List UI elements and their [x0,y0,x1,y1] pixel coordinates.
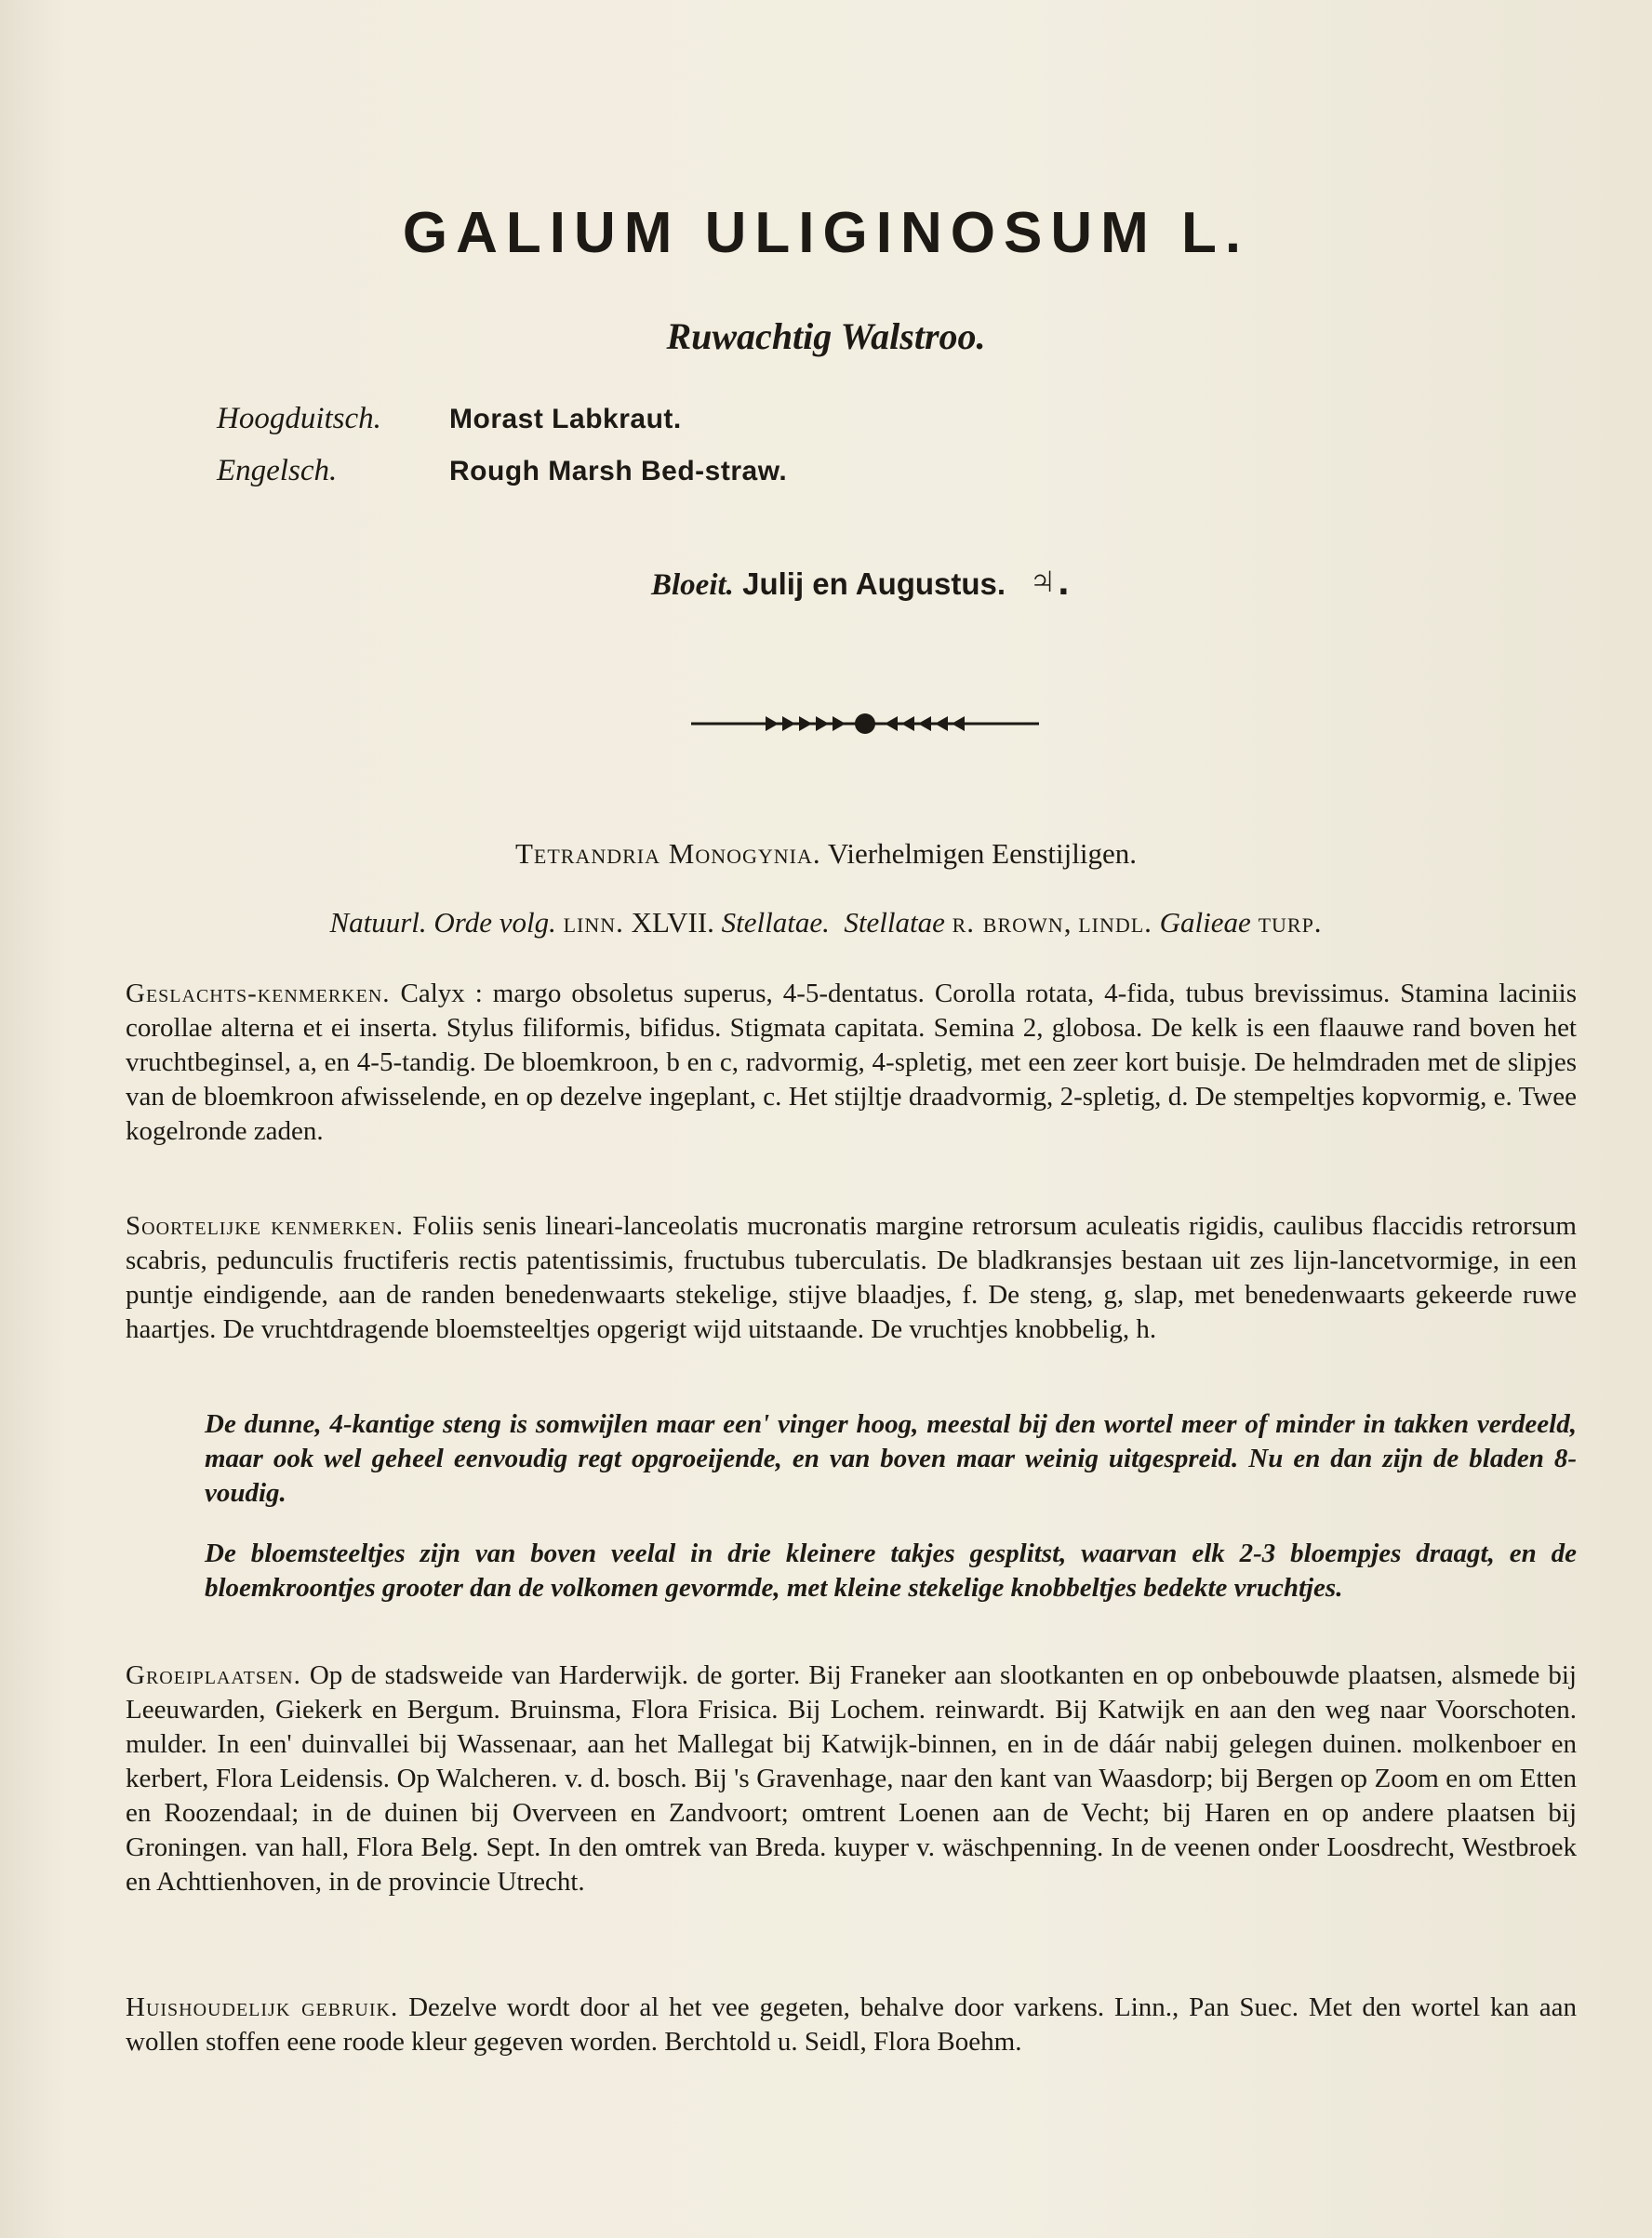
classification-line-2: Natuurl. Orde volg. linn. XLVII. Stellatae. Stellatae r. brown, lindl. Galieae turp. [329,906,1323,939]
vernacular-names [217,402,787,506]
order-name: Stellatae. [721,906,830,939]
paragraph-heading: Huishoudelijk gebruik. [126,1992,399,2022]
author-turp: turp. [1258,906,1323,939]
perennial-symbol: ♃. [1027,558,1070,604]
order-number: XLVII. [631,906,714,939]
page-title: GALIUM ULIGINOSUM L. [402,201,1250,265]
order-label: Natuurl. Orde volg. [329,906,556,939]
flowering-line [651,558,1069,605]
name-value: Rough Marsh Bed-straw. [449,456,788,486]
order-name-brown: Stellatae [844,906,945,939]
paragraph-species-characters [126,1209,1577,1347]
paragraph-heading: Geslachts-kenmerken. [126,979,391,1008]
flowering-text: Julij en Augustus. [742,566,1006,601]
flowering-label: Bloeit. [651,568,734,602]
classification-dutch: Vierhelmigen Eenstijligen. [827,837,1138,870]
classification-class: Tetrandria Monogynia. [514,837,821,870]
author-lindl: lindl. [1078,906,1152,939]
paragraph-text: Dezelve wordt door al het vee gegeten, behalve door varkens. Linn., Pan Suec. Met den wortel kan aan wollen stoffen eene roode kleur gegeven worden. Berchtold u. Seidl, Flora Boehm. [126,1992,1577,2057]
paragraph-text: Foliis senis lineari-lanceolatis mucronatis margine retrorsum aculeatis rigidis, caulibus flaccidis retrorsum scabris, pedunculis fructiferis rectis patentissimis, fructubus tuberculatis. De bladkransjes bestaan uit zes lijn-lancetvormige, in een puntje eindigende, aan de randen benedenwaarts stekelige, stijve blaadjes, f. De steng, g, slap, met benedenwaarts gekeerde ruwe haartjes. De vruchtdragende bloemsteeltjes opgerigt wijd uitstaande. De vruchtjes knobbelig, h. [126,1211,1577,1344]
name-value: Morast Labkraut. [449,404,682,434]
classification-line-1 [0,837,1652,871]
name-row-english [217,454,787,506]
note-stem: De dunne, 4-kantige steng is somwijlen maar een' vinger hoog, meestal bij den wortel meer of minder in takken verdeeld, maar ook wel geheel eenvoudig regt opgroeijende, en van boven maar weinig uitgespreid. Nu en dan zijn de bladen 8-voudig. [205,1409,1577,1508]
paragraph-genus-characters [126,977,1577,1149]
paragraph-heading: Soortelijke kenmerken. [126,1211,405,1241]
name-language: Hoogduitsch. [217,402,381,435]
page-subtitle: Ruwachtig Walstroo. [666,315,986,357]
paragraph-text: Calyx : margo obsoletus superus, 4-5-dentatus. Corolla rotata, 4-fida, tubus brevissimus. Stamina laciniis corollae alterna et ei inserta. Stylus filiformis, bifidus. Stigmata capitata. Semina 2, globosa. De kelk is een flaauwe rand boven het vruchtbeginsel, a, en 4-5-tandig. De bloemkroon, b en c, radvormig, 4-spletig, met een zeer kort buisje. De helmdraden met de slipjes van de bloemkroon afwisselende, en op dezelve ingeplant, c. Het stijltje draadvormig, 2-spletig, d. De stempeltjes kopvormig, e. Twee kogelronde zaden. [126,979,1577,1146]
paragraph-household-use [126,1991,1577,2059]
paragraph-heading: Groeiplaatsen. [126,1660,301,1690]
author-linn: linn. [563,906,624,939]
author-brown: r. brown [952,906,1064,939]
ornament-divider-icon [691,707,1039,740]
name-language: Engelsch. [217,454,338,487]
name-row-german [217,402,787,454]
paragraph-habitats [126,1659,1577,1899]
tribe-name: Galieae [1159,906,1251,939]
note-pedicels: De bloemsteeltjes zijn van boven veelal in drie kleinere takjes gesplitst, waarvan elk 2-3 bloempjes draagt, en de bloemkroontjes grooter dan de volkomen gevormde, met kleine stekelige knobbeltjes bedekte vruchtjes. [205,1539,1577,1603]
paragraph-text: Op de stadsweide van Harderwijk. de gorter. Bij Franeker aan slootkanten en op onbebouwde plaatsen, alsmede bij Leeuwarden, Giekerk en Bergum. Bruinsma, Flora Frisica. Bij Lochem. reinwardt. Bij Katwijk en aan den weg naar Voorschoten. mulder. In een' duinvallei bij Wassenaar, aan het Mallegat bij Katwijk-binnen, en in de dáár nabij gelegen duinen. molkenboer en kerbert, Flora Leidensis. Op Walcheren. v. d. bosch. Bij 's Gravenhage, naar den kant van Waasdorp; bij Bergen op Zoom en om Etten en Roozendaal; in de duinen bij Overveen en Zandvoort; omtrent Loenen aan de Vecht; bij Haren en op andere plaatsen bij Groningen. van hall, Flora Belg. Sept. In den omtrek van Breda. kuyper v. wäschpenning. In de veenen onder Loosdrecht, Westbroek en Achttienhoven, in de provincie Utrecht. [126,1660,1577,1897]
